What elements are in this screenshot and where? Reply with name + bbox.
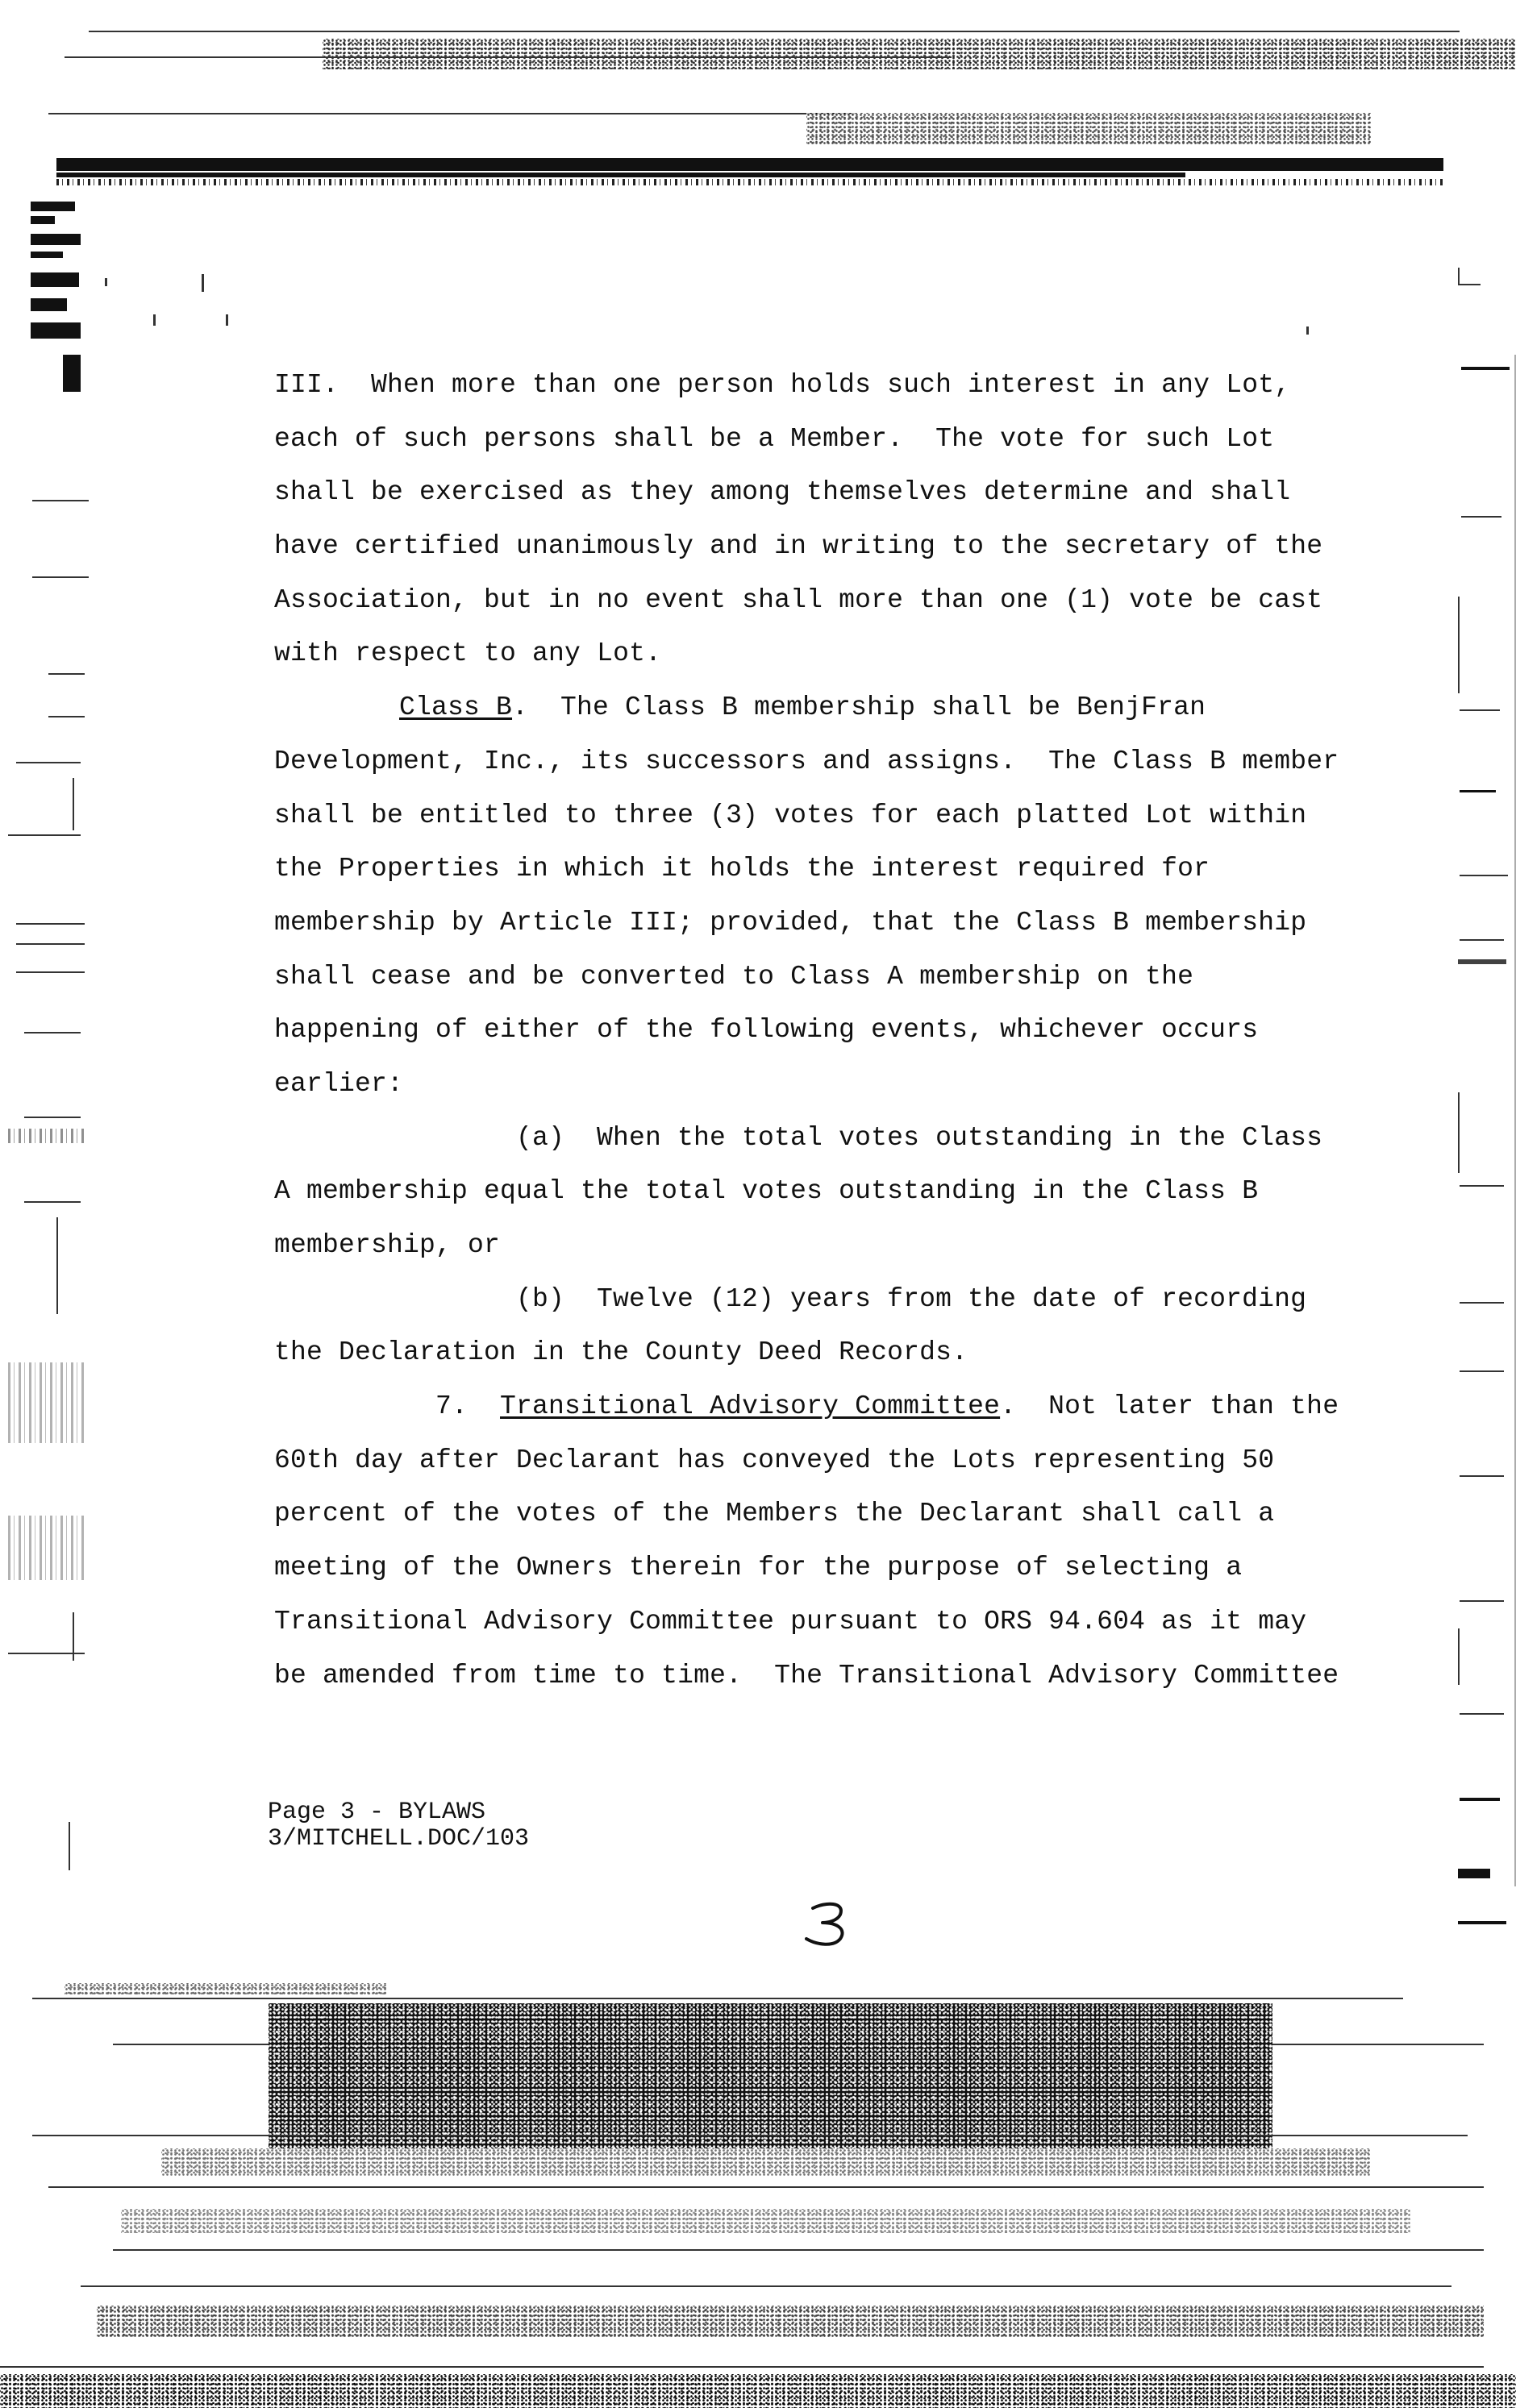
text-line: earlier: xyxy=(274,1068,404,1099)
text-line: have certified unanimously and in writing to the secretary of the xyxy=(274,531,1323,562)
class-b-heading: Class B xyxy=(399,692,513,723)
text-line: membership, or xyxy=(274,1230,501,1260)
text-line: membership by Article III; provided, that the Class B membership xyxy=(274,907,1307,938)
text-line: the Properties in which it holds the interest required for xyxy=(274,854,1210,884)
section-7-lead xyxy=(274,1380,1355,1434)
text-line: A membership equal the total votes outstanding in the Class B xyxy=(274,1176,1259,1207)
document-body xyxy=(274,359,1355,1703)
text-line: the Declaration in the County Deed Records. xyxy=(274,1337,968,1368)
footer-file-ref: 3/MITCHELL.DOC/103 xyxy=(268,1825,530,1853)
text-line: meeting of the Owners therein for the purpose of selecting a xyxy=(274,1553,1243,1583)
text-line: be amended from time to time. The Transitional Advisory Committee xyxy=(274,1660,1339,1691)
text-line: Transitional Advisory Committee pursuant to ORS 94.604 as it may xyxy=(274,1606,1307,1637)
page-footer xyxy=(268,1799,529,1853)
handwritten-page-number xyxy=(798,1890,863,1955)
text-line: shall be entitled to three (3) votes for each platted Lot within xyxy=(274,800,1307,830)
text-line: Development, Inc., its successors and assigns. The Class B member xyxy=(274,746,1339,776)
class-b-lead-text: . The Class B membership shall be BenjFran xyxy=(512,692,1206,723)
text-line: 60th day after Declarant has conveyed the Lots representing 50 xyxy=(274,1445,1275,1475)
text-line: shall be exercised as they among themselves determine and shall xyxy=(274,477,1291,508)
text-line: Association, but in no event shall more than one (1) vote be cast xyxy=(274,584,1323,615)
text-line: each of such persons shall be a Member. The vote for such Lot xyxy=(274,423,1275,454)
text-line: percent of the votes of the Members the Declarant shall call a xyxy=(274,1499,1275,1529)
text-line: shall cease and be converted to Class A membership on the xyxy=(274,961,1194,992)
text-line: happening of either of the following events, whichever occurs xyxy=(274,1015,1259,1046)
item-b-lead: (b) Twelve (12) years from the date of recording xyxy=(516,1283,1307,1314)
text-line: III. When more than one person holds such interest in any Lot, xyxy=(274,370,1291,400)
item-a-lead: (a) When the total votes outstanding in the Class xyxy=(516,1122,1323,1153)
section-7-lead-text: . Not later than the xyxy=(1000,1391,1339,1422)
text-line: with respect to any Lot. xyxy=(274,638,662,669)
section-7-number: 7. xyxy=(435,1391,501,1422)
footer-page-label: Page 3 - BYLAWS xyxy=(268,1799,486,1826)
class-b-paragraph-lead xyxy=(274,681,1355,735)
section-7-heading: Transitional Advisory Committee xyxy=(500,1391,1001,1422)
